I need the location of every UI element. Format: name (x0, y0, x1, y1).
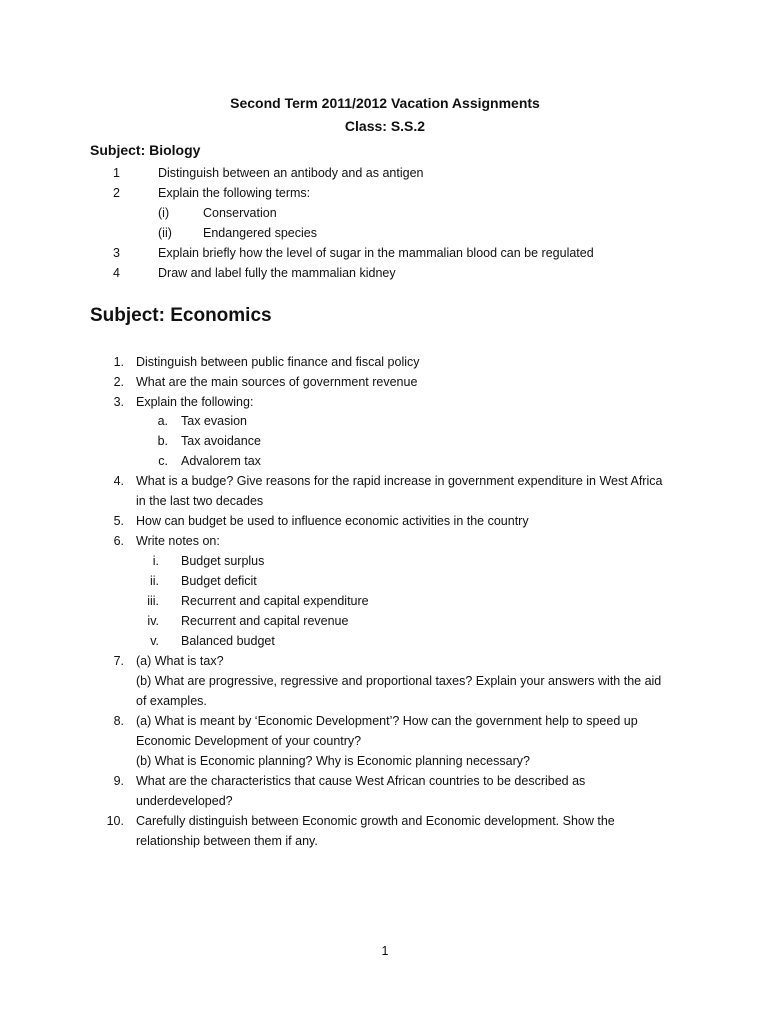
econ-q6iii-text: Recurrent and capital expenditure (181, 594, 369, 608)
econ-q3-number: 3. (113, 395, 124, 409)
econ-q1-text: Distinguish between public finance and fiscal policy (136, 355, 420, 369)
document-title: Second Term 2011/2012 Vacation Assignments (230, 95, 540, 111)
econ-q6i-label: i. (152, 554, 159, 568)
econ-q3b-label: b. (157, 434, 168, 448)
bio-q2-number: 2 (113, 186, 120, 200)
econ-q9-line2: underdeveloped? (136, 794, 233, 808)
econ-q7-line2: (b) What are progressive, regressive and proportional taxes? Explain your answers with the aid (136, 674, 662, 688)
econ-q2-text: What are the main sources of government revenue (136, 375, 418, 389)
econ-q5-text: How can budget be used to influence economic activities in the country (136, 514, 529, 528)
econ-q1-number: 1. (113, 355, 124, 369)
econ-q3a-text: Tax evasion (181, 414, 248, 428)
economics-heading: Subject: Economics (90, 305, 272, 326)
bio-q2-sub1-text: Conservation (203, 206, 277, 220)
bio-q2-sub2-label: (ii) (158, 226, 172, 240)
econ-q8-line2: Economic Development of your country? (136, 734, 362, 748)
econ-q10-line2: relationship between them if any. (136, 834, 318, 848)
econ-q6-number: 6. (113, 534, 124, 548)
econ-q3a-label: a. (157, 414, 168, 428)
bio-q2-sub2-text: Endangered species (203, 226, 317, 240)
econ-q8-number: 8. (113, 714, 124, 728)
bio-q2-sub1-label: (i) (158, 206, 170, 220)
econ-q6iv-label: iv. (147, 614, 159, 628)
biology-heading: Subject: Biology (90, 142, 201, 158)
bio-q1-text: Distinguish between an antibody and as antigen (158, 166, 424, 180)
bio-q4-text: Draw and label fully the mammalian kidney (158, 266, 396, 280)
econ-q10-line1: Carefully distinguish between Economic growth and Economic development. Show the (136, 814, 615, 828)
econ-q8-line3: (b) What is Economic planning? Why is Economic planning necessary? (136, 754, 530, 768)
econ-q7-line3: of examples. (136, 694, 207, 708)
econ-q4-line1: What is a budge? Give reasons for the rapid increase in government expenditure in West Africa (136, 474, 663, 488)
bio-q4-number: 4 (113, 266, 120, 280)
econ-q3b-text: Tax avoidance (181, 434, 261, 448)
econ-q3-text: Explain the following: (136, 395, 254, 409)
econ-q6v-label: v. (150, 634, 159, 648)
bio-q3-number: 3 (113, 246, 120, 260)
econ-q6ii-text: Budget deficit (181, 574, 257, 588)
class-line: Class: S.S.2 (344, 118, 426, 134)
econ-q9-number: 9. (113, 774, 124, 788)
econ-q3c-label: c. (158, 454, 168, 468)
bio-q3-text: Explain briefly how the level of sugar in the mammalian blood can be regulated (158, 246, 594, 260)
bio-q2-text: Explain the following terms: (158, 186, 311, 200)
econ-q6v-text: Balanced budget (181, 634, 275, 648)
econ-q8-line1: (a) What is meant by ‘Economic Development’? How can the government help to speed up (136, 714, 638, 728)
page-number: 1 (381, 944, 389, 958)
econ-q2-number: 2. (113, 375, 124, 389)
econ-q10-number: 10. (106, 814, 124, 828)
econ-q6iv-text: Recurrent and capital revenue (181, 614, 349, 628)
econ-q7-line1: (a) What is tax? (136, 654, 224, 668)
econ-q6iii-label: iii. (147, 594, 159, 608)
econ-q4-line2: in the last two decades (136, 494, 264, 508)
econ-q6ii-label: ii. (149, 574, 159, 588)
econ-q6i-text: Budget surplus (181, 554, 265, 568)
econ-q6-text: Write notes on: (136, 534, 220, 548)
econ-q5-number: 5. (113, 514, 124, 528)
bio-q1-number: 1 (113, 166, 120, 180)
econ-q3c-text: Advalorem tax (181, 454, 261, 468)
econ-q9-line1: What are the characteristics that cause West African countries to be described as (136, 774, 586, 788)
econ-q4-number: 4. (113, 474, 124, 488)
econ-q7-number: 7. (113, 654, 124, 668)
